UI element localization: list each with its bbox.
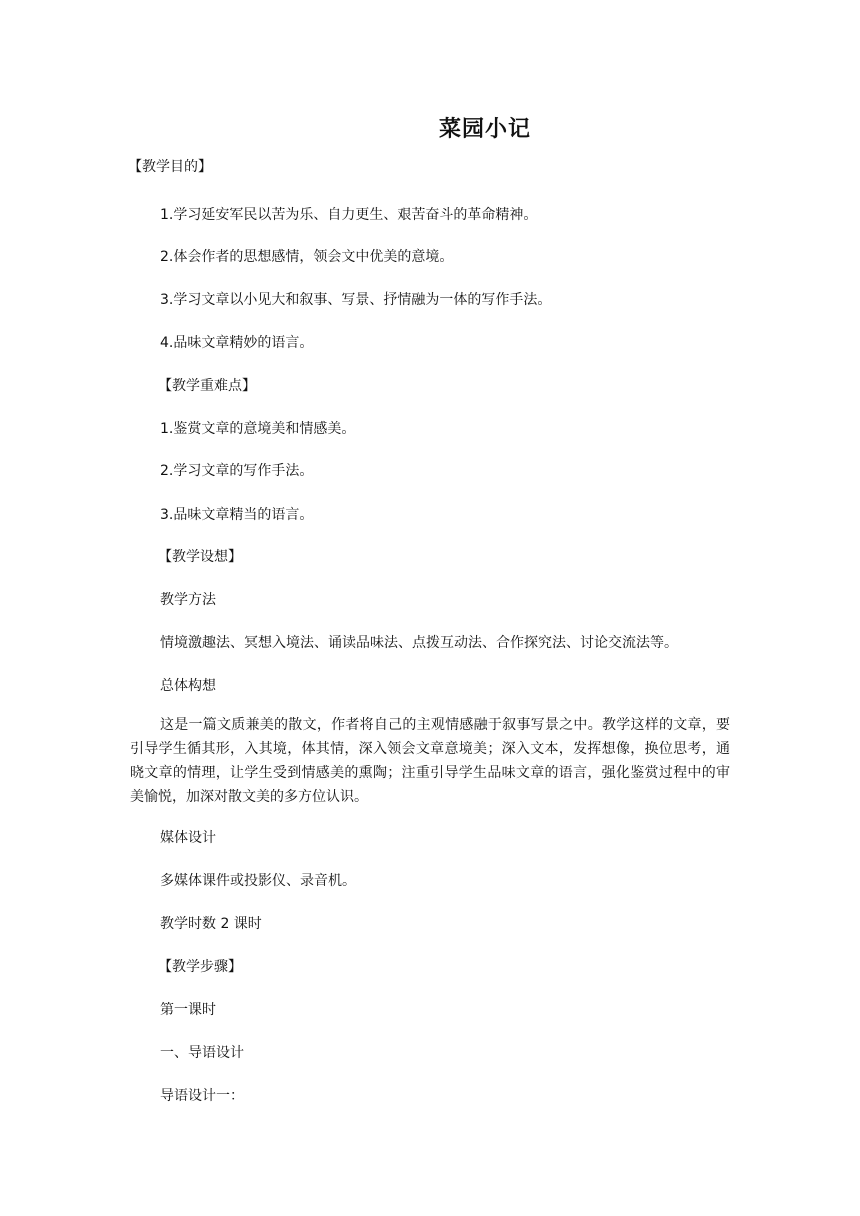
purpose-item: 1.学习延安军民以苦为乐、自力更生、艰苦奋斗的革命精神。: [160, 207, 538, 223]
section-heading-design: 【教学设想】: [158, 549, 242, 565]
lesson-hours: 教学时数 2 课时: [160, 916, 262, 932]
key-item: 3.品味文章精当的语言。: [160, 507, 314, 523]
method-label: 教学方法: [160, 592, 216, 608]
purpose-item: 4.品味文章精妙的语言。: [160, 335, 314, 351]
method-text: 情境激趣法、冥想入境法、诵读品味法、点拨互动法、合作探究法、讨论交流法等。: [160, 635, 678, 651]
concept-paragraph: 这是一篇文质兼美的散文，作者将自己的主观情感融于叙事写景之中。教学这样的文章，要引导学生循其形，入其境，体其情，深入领会文章意境美；深入文本，发挥想像，换位思考，通晓文章的情理，让学生受到情感美的熏陶；注重引导学生品味文章的语言，强化鉴赏过程中的审美愉悦，加深对散文美的多方位认识。: [130, 717, 730, 805]
key-item: 1.鉴赏文章的意境美和情感美。: [160, 421, 356, 437]
purpose-item: 3.学习文章以小见大和叙事、写景、抒情融为一体的写作手法。: [160, 292, 552, 308]
section-heading-purpose: 【教学目的】: [128, 159, 212, 175]
key-item: 2.学习文章的写作手法。: [160, 463, 314, 479]
concept-label: 总体构想: [160, 678, 216, 694]
intro-heading: 一、导语设计: [160, 1045, 244, 1061]
intro-design-one: 导语设计一：: [160, 1088, 244, 1104]
media-text: 多媒体课件或投影仪、录音机。: [160, 873, 356, 889]
section-heading-key-points: 【教学重难点】: [158, 378, 256, 394]
lesson-one-label: 第一课时: [160, 1002, 216, 1018]
section-heading-steps: 【教学步骤】: [158, 959, 242, 975]
purpose-item: 2.体会作者的思想感情，领会文中优美的意境。: [160, 249, 454, 265]
media-label: 媒体设计: [160, 830, 216, 846]
document-title: 菜园小记: [438, 117, 531, 142]
